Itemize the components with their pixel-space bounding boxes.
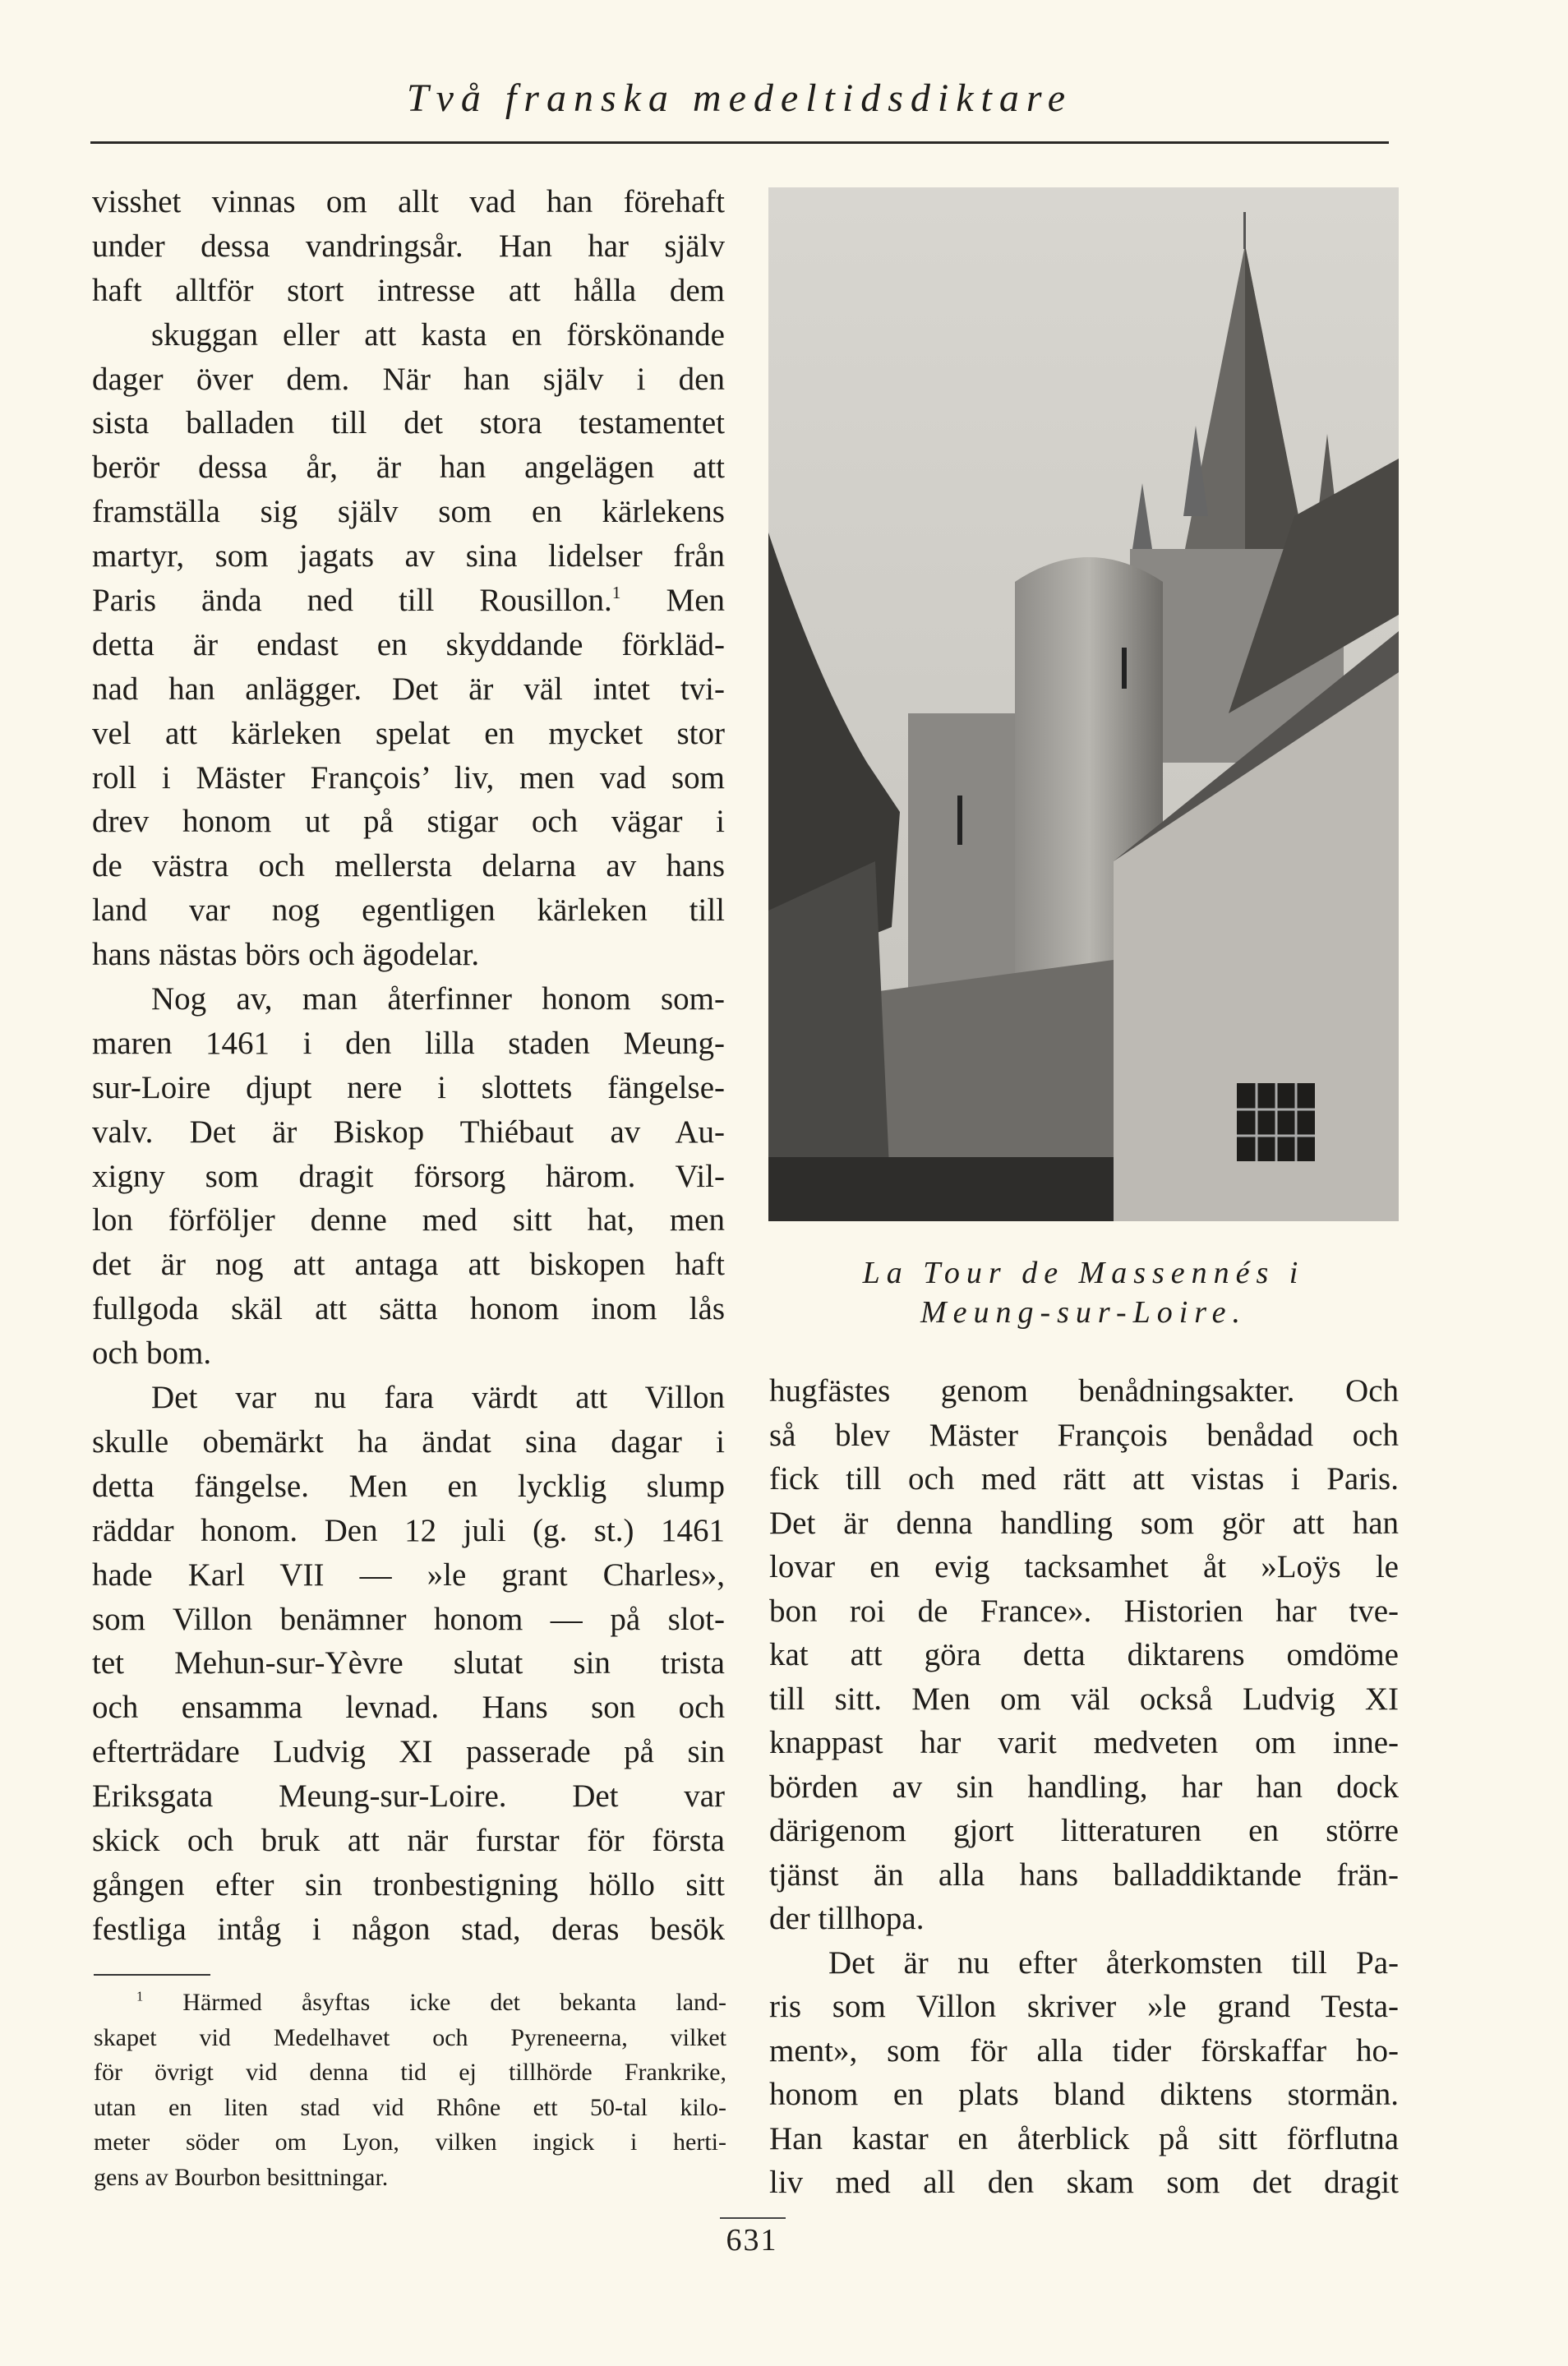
line-text: sur-Loire djupt nere i slottets fängelse-	[92, 1069, 725, 1105]
text-line	[92, 1331, 725, 1376]
text-line	[92, 1198, 725, 1243]
text-line	[769, 2029, 1399, 2073]
line-text: för övrigt vid denna tid ej tillhörde Frankrike,	[94, 2059, 726, 2086]
line-text: skulle obemärkt ha ändat sina dagar i	[92, 1423, 725, 1460]
line-text: Han kastar en återblick på sitt förflutna	[769, 2120, 1399, 2156]
text-line	[92, 1863, 725, 1907]
text-line	[92, 269, 725, 313]
line-text: gången efter sin tronbestigning höllo sitt	[92, 1866, 725, 1902]
line-text: Men	[620, 583, 725, 619]
text-line	[769, 1853, 1399, 1898]
photo-tower	[768, 187, 1399, 1221]
text-line	[769, 2161, 1399, 2205]
text-line	[94, 2021, 726, 2056]
text-line	[769, 1809, 1399, 1853]
text-line	[92, 888, 725, 933]
text-line	[769, 1941, 1399, 1986]
line-text: festliga intåg i någon stad, deras besök	[92, 1911, 725, 1947]
text-line	[92, 712, 725, 756]
text-line	[92, 1730, 725, 1774]
line-text: skapet vid Medelhavet och Pyreneerna, vilket	[94, 2023, 726, 2051]
text-line	[92, 1598, 725, 1642]
text-line	[92, 1243, 725, 1287]
line-text: Det är nu efter återkomsten till Pa-	[828, 1944, 1399, 1981]
text-line	[92, 1420, 725, 1464]
line-text: lovar en evig tacksamhet åt »Loÿs le	[769, 1549, 1399, 1584]
line-text: som Villon benämner honom — på slot-	[92, 1601, 725, 1637]
text-line	[769, 1985, 1399, 2029]
line-text: Eriksgata Meung-sur-Loire. Det var	[92, 1778, 725, 1815]
footnote-reference: 1	[611, 583, 621, 603]
running-head: Två franska medeltidsdiktare	[406, 76, 1073, 120]
line-text: land var nog egentligen kärleken till	[92, 892, 725, 929]
footnote	[94, 1986, 726, 2195]
line-text: Nog av, man återfinner honom som-	[151, 981, 725, 1017]
line-text: skick och bruk att när furstar för första	[92, 1822, 725, 1858]
text-line	[92, 534, 725, 579]
line-text: utan en liten stad vid Rhône ett 50-tal kilo-	[94, 2093, 726, 2121]
text-line	[92, 1686, 725, 1730]
text-line	[92, 357, 725, 402]
text-line	[92, 1907, 725, 1952]
line-text: lon förföljer denne med sitt hat, men	[92, 1202, 725, 1238]
text-line	[92, 800, 725, 844]
line-text: ris som Villon skriver »le grand Testa-	[769, 1989, 1399, 2024]
line-text: efterträdare Ludvig XI passerade på sin	[92, 1734, 725, 1770]
line-text: haft alltför stort intresse att hålla dem	[92, 272, 725, 308]
line-text: därigenom gjort litteraturen en större	[769, 1813, 1399, 1848]
line-text: och ensamma levnad. Hans son och	[92, 1690, 725, 1726]
line-text: fullgoda skäl att sätta honom inom lås	[92, 1291, 725, 1327]
line-text: och bom.	[92, 1335, 212, 1372]
line-text: maren 1461 i den lilla staden Meung-	[92, 1025, 725, 1061]
line-text: gens av Bourbon besittningar.	[94, 2163, 389, 2191]
line-text: Härmed åsyftas icke det bekanta land-	[143, 1989, 726, 2016]
text-line	[92, 1464, 725, 1509]
line-text: detta fängelse. Men en lycklig slump	[92, 1468, 725, 1504]
text-line	[92, 667, 725, 712]
text-line	[94, 1986, 726, 2021]
line-text: detta är endast en skyddande förkläd-	[92, 626, 725, 662]
caption-line-2: Meung-sur-Loire.	[920, 1295, 1247, 1330]
text-line	[92, 1819, 725, 1863]
line-text: berör dessa år, är han angelägen att	[92, 450, 725, 486]
text-line	[92, 180, 725, 224]
text-line	[769, 2073, 1399, 2117]
line-text: framställa sig själv som en kärlekens	[92, 494, 725, 530]
text-line	[769, 1633, 1399, 1677]
text-line	[92, 1376, 725, 1420]
line-text: valv. Det är Biskop Thiébaut av Au-	[92, 1114, 725, 1150]
line-text: martyr, som jagats av sina lidelser från	[92, 538, 725, 574]
line-text: der tillhopa.	[769, 1901, 925, 1936]
line-text: Paris ända ned till Rousillon.	[92, 583, 612, 619]
text-line	[94, 2161, 726, 2196]
text-line	[94, 2091, 726, 2126]
page-number: 631	[726, 2223, 778, 2258]
tower-photo-image	[768, 187, 1399, 1221]
text-line	[769, 2117, 1399, 2161]
text-line	[769, 1897, 1399, 1941]
line-text: visshet vinnas om allt vad han förehaft	[92, 184, 725, 219]
text-line	[769, 1369, 1399, 1414]
line-text: fick till och med rätt att vistas i Paris.	[769, 1461, 1399, 1497]
text-line	[94, 2125, 726, 2161]
line-text: det är nog att antaga att biskopen haft	[92, 1247, 725, 1283]
right-column	[769, 1369, 1399, 2205]
line-text: tet Mehun-sur-Yèvre slutat sin trista	[92, 1645, 725, 1681]
line-text: liv med all den skam som det dragit	[769, 2165, 1399, 2200]
text-line	[769, 1457, 1399, 1501]
text-line	[769, 1414, 1399, 1458]
line-text: xigny som dragit försorg härom. Vil-	[92, 1158, 725, 1194]
line-text: knappast har varit medveten om inne-	[769, 1725, 1399, 1760]
line-text: skuggan eller att kasta en förskönande	[151, 316, 725, 353]
text-line	[92, 623, 725, 667]
text-line	[94, 2055, 726, 2091]
line-text: vel att kärleken spelat en mycket stor	[92, 715, 725, 751]
text-line	[92, 1155, 725, 1199]
line-text: nad han anlägger. Det är väl intet tvi-	[92, 671, 725, 707]
line-text: ment», som för alla tider förskaffar ho-	[769, 2032, 1399, 2069]
text-line	[769, 1721, 1399, 1765]
line-text: börden av sin handling, har han dock	[769, 1769, 1399, 1805]
line-text: hans nästas börs och ägodelar.	[92, 937, 480, 973]
text-line	[92, 933, 725, 977]
footnote-rule	[94, 1974, 210, 1976]
text-line	[92, 224, 725, 269]
line-text: sista balladen till det stora testamentet	[92, 405, 725, 441]
line-text: drev honom ut på stigar och vägar i	[92, 804, 725, 840]
line-text: till sitt. Men om väl också Ludvig XI	[769, 1681, 1399, 1717]
text-line	[92, 1022, 725, 1066]
page-number-rule	[720, 2217, 786, 2219]
text-line	[769, 1501, 1399, 1546]
line-text: kat att göra detta diktarens omdöme	[769, 1637, 1399, 1672]
text-line	[92, 844, 725, 888]
figure-caption	[768, 1253, 1399, 1332]
text-line	[92, 1110, 725, 1155]
line-text: roll i Mäster François’ liv, men vad som	[92, 759, 725, 796]
line-text: tjänst än alla hans balladdiktande frän-	[769, 1856, 1399, 1893]
line-text: meter söder om Lyon, vilken ingick i herti-	[94, 2128, 726, 2156]
text-line	[92, 1509, 725, 1553]
line-text: dager över dem. När han själv i den	[92, 361, 725, 397]
caption-line-1: La Tour de Massennés i	[862, 1256, 1305, 1290]
line-text: räddar honom. Den 12 juli (g. st.) 1461	[92, 1512, 725, 1548]
line-text: Det var nu fara värdt att Villon	[151, 1380, 725, 1416]
text-line	[92, 756, 725, 800]
line-text: under dessa vandringsår. Han har själv	[92, 228, 725, 264]
left-column	[92, 180, 725, 1952]
header-rule	[90, 141, 1389, 144]
text-line	[92, 490, 725, 534]
line-text: honom en plats bland diktens stormän.	[769, 2077, 1399, 2112]
text-line	[769, 1545, 1399, 1589]
line-text: så blev Mäster François benådad och	[769, 1417, 1399, 1453]
text-line	[92, 401, 725, 445]
text-line	[769, 1589, 1399, 1634]
text-line	[92, 1774, 725, 1819]
line-text: de västra och mellersta delarna av hans	[92, 848, 725, 884]
text-line	[92, 445, 725, 490]
text-line	[92, 1553, 725, 1598]
text-line	[92, 579, 725, 623]
text-line	[92, 1641, 725, 1686]
line-text: hade Karl VII — »le grant Charles»,	[92, 1557, 725, 1593]
line-text: Det är denna handling som gör att han	[769, 1505, 1399, 1541]
text-line	[92, 313, 725, 357]
text-line	[769, 1765, 1399, 1810]
footnote-number: 1	[136, 1988, 144, 2004]
line-text: hugfästes genom benådningsakter. Och	[769, 1373, 1399, 1409]
text-line	[769, 1677, 1399, 1722]
text-line	[92, 977, 725, 1022]
text-line	[92, 1287, 725, 1331]
text-line	[92, 1066, 725, 1110]
line-text: bon roi de France». Historien har tve-	[769, 1593, 1399, 1629]
